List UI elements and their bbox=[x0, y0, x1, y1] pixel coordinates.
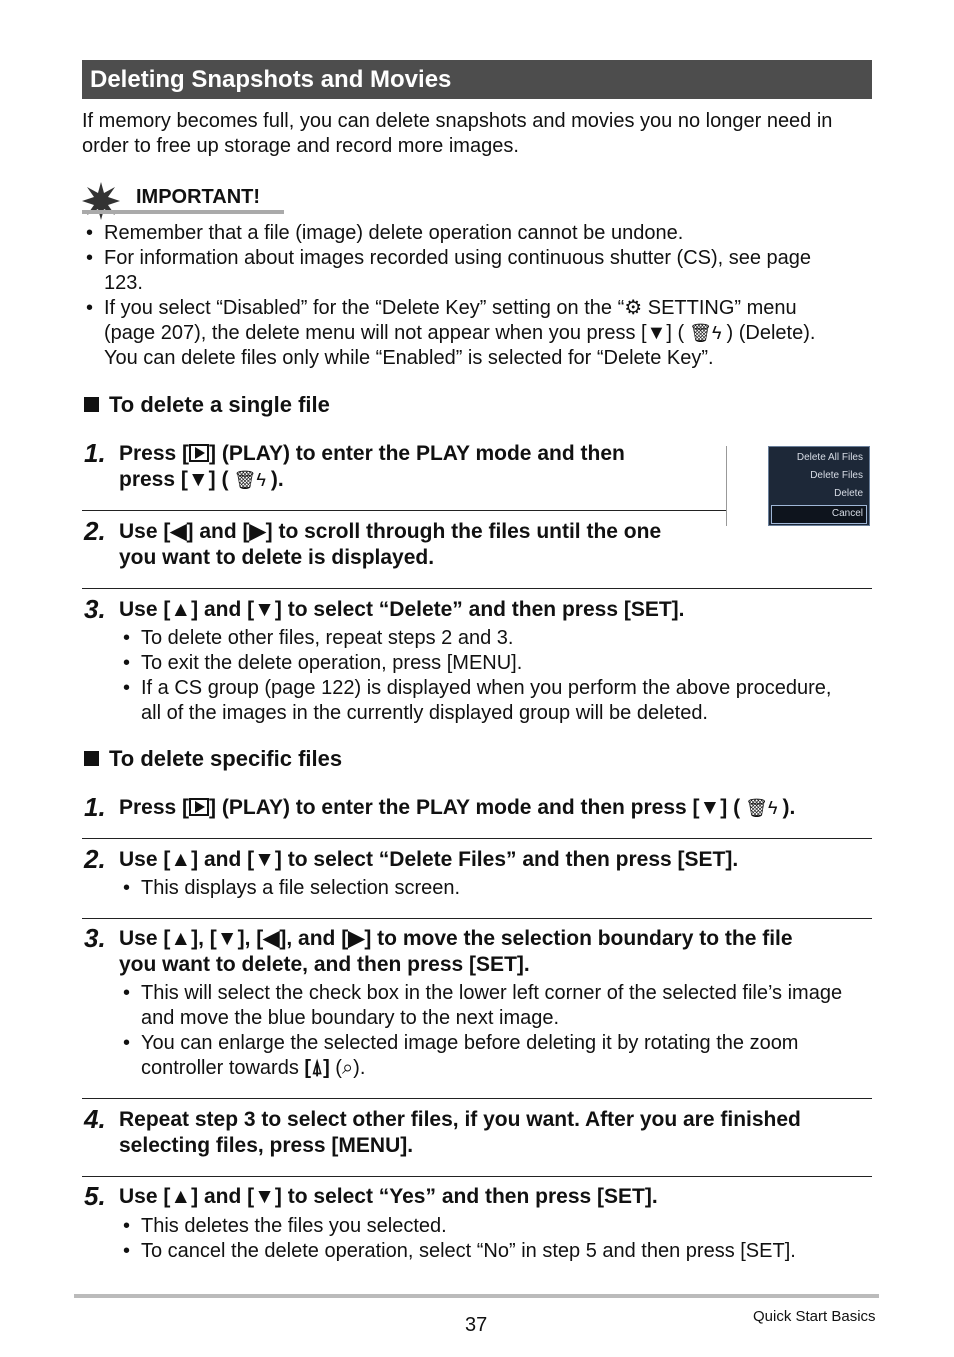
step-text: press [▼] ( 🗑ϟ ). bbox=[119, 468, 284, 491]
step-bullet: • This deletes the files you selected. bbox=[123, 1215, 447, 1237]
important-divider bbox=[82, 210, 284, 214]
step-number: 4. bbox=[84, 1104, 106, 1134]
important-bullet-cont: 123. bbox=[104, 272, 143, 294]
step-number: 2. bbox=[84, 516, 106, 546]
menu-item: Delete bbox=[834, 488, 863, 499]
step-text: you want to delete is displayed. bbox=[119, 546, 435, 569]
square-bullet-icon bbox=[84, 397, 99, 412]
trash-flash-icon: 🗑ϟ bbox=[228, 470, 271, 490]
divider bbox=[82, 838, 872, 839]
step-text: Use [▲] and [▼] to select “Delete Files” and then press [SET]. bbox=[119, 848, 739, 871]
step-bullet-cont: and move the blue boundary to the next image. bbox=[141, 1007, 560, 1029]
step-bullet: • This displays a file selection screen. bbox=[123, 877, 461, 899]
menu-item: Delete Files bbox=[810, 470, 863, 481]
step-text: Press [ ] (PLAY) to enter the PLAY mode and then bbox=[119, 442, 625, 465]
step-bullet: • To exit the delete operation, press [MENU]. bbox=[123, 652, 523, 674]
important-bullet-cont: You can delete files only while “Enabled” is selected for “Delete Key”. bbox=[104, 347, 714, 369]
intro-line-1: If memory becomes full, you can delete snapshots and movies you no longer need in bbox=[82, 110, 833, 132]
step-bullet-cont: controller towards [⍋] (⌕). bbox=[141, 1057, 366, 1079]
step-number: 2. bbox=[84, 844, 106, 874]
step-bullet: • You can enlarge the selected image before deleting it by rotating the zoom bbox=[123, 1032, 799, 1054]
trash-flash-icon: 🗑ϟ bbox=[684, 323, 727, 343]
divider bbox=[82, 1098, 872, 1099]
subheading-single: To delete a single file bbox=[84, 392, 330, 418]
divider bbox=[82, 510, 726, 511]
page-number: 37 bbox=[465, 1314, 488, 1336]
step-number: 1. bbox=[84, 438, 106, 468]
trash-flash-icon: 🗑ϟ bbox=[740, 798, 783, 818]
step-text: Press [ ] (PLAY) to enter the PLAY mode and then press [▼] ( 🗑ϟ ). bbox=[119, 796, 796, 819]
step-bullet: • To delete other files, repeat steps 2 and 3. bbox=[123, 627, 514, 649]
step-text: Use [▲] and [▼] to select “Yes” and then press [SET]. bbox=[119, 1185, 658, 1208]
divider bbox=[82, 1176, 872, 1177]
important-bullet: • If you select “Disabled” for the “Delete Key” setting on the “⚙ SETTING” menu bbox=[86, 297, 797, 319]
footer-divider bbox=[74, 1294, 879, 1298]
divider bbox=[82, 588, 872, 589]
play-icon bbox=[189, 798, 209, 816]
play-icon bbox=[189, 444, 209, 462]
section-title: Deleting Snapshots and Movies bbox=[82, 60, 872, 99]
step-number: 3. bbox=[84, 923, 106, 953]
step-text: selecting files, press [MENU]. bbox=[119, 1134, 414, 1157]
menu-item: Delete All Files bbox=[796, 452, 863, 463]
zoom-telephoto-icon: [⍋] bbox=[304, 1057, 330, 1079]
delete-menu-thumbnail bbox=[768, 446, 870, 526]
step-text: Repeat step 3 to select other files, if you want. After you are finished bbox=[119, 1108, 801, 1131]
menu-item-selected: Cancel bbox=[831, 508, 863, 519]
step-bullet-cont: all of the images in the currently displayed group will be deleted. bbox=[141, 702, 708, 724]
step-bullet: • This will select the check box in the lower left corner of the selected file’s image bbox=[123, 982, 843, 1004]
footer-section-label: Quick Start Basics bbox=[753, 1308, 876, 1325]
gear-icon: ⚙ bbox=[624, 297, 643, 319]
important-bullet: • For information about images recorded using continuous shutter (CS), see page bbox=[86, 247, 812, 269]
important-burst-icon bbox=[82, 182, 120, 225]
subheading-specific: To delete specific files bbox=[84, 746, 342, 772]
step-text: Use [▲] and [▼] to select “Delete” and then press [SET]. bbox=[119, 598, 685, 621]
step-number: 1. bbox=[84, 792, 106, 822]
square-bullet-icon bbox=[84, 751, 99, 766]
step-text: Use [◀] and [▶] to scroll through the files until the one bbox=[119, 520, 662, 543]
step-text: you want to delete, and then press [SET]. bbox=[119, 953, 530, 976]
intro-line-2: order to free up storage and record more images. bbox=[82, 135, 519, 157]
step-number: 5. bbox=[84, 1181, 106, 1211]
step-number: 3. bbox=[84, 594, 106, 624]
important-bullet: • Remember that a file (image) delete operation cannot be undone. bbox=[86, 222, 684, 244]
divider bbox=[82, 918, 872, 919]
magnifier-icon: ⌕ bbox=[341, 1057, 354, 1079]
divider bbox=[726, 446, 727, 526]
important-label: IMPORTANT! bbox=[136, 186, 261, 208]
step-text: Use [▲], [▼], [◀], and [▶] to move the selection boundary to the file bbox=[119, 927, 793, 950]
important-bullet-cont: (page 207), the delete menu will not appear when you press [▼] ( 🗑ϟ ) (Delete). bbox=[104, 322, 816, 344]
step-bullet: • To cancel the delete operation, select “No” in step 5 and then press [SET]. bbox=[123, 1240, 796, 1262]
step-bullet: • If a CS group (page 122) is displayed when you perform the above procedure, bbox=[123, 677, 832, 699]
